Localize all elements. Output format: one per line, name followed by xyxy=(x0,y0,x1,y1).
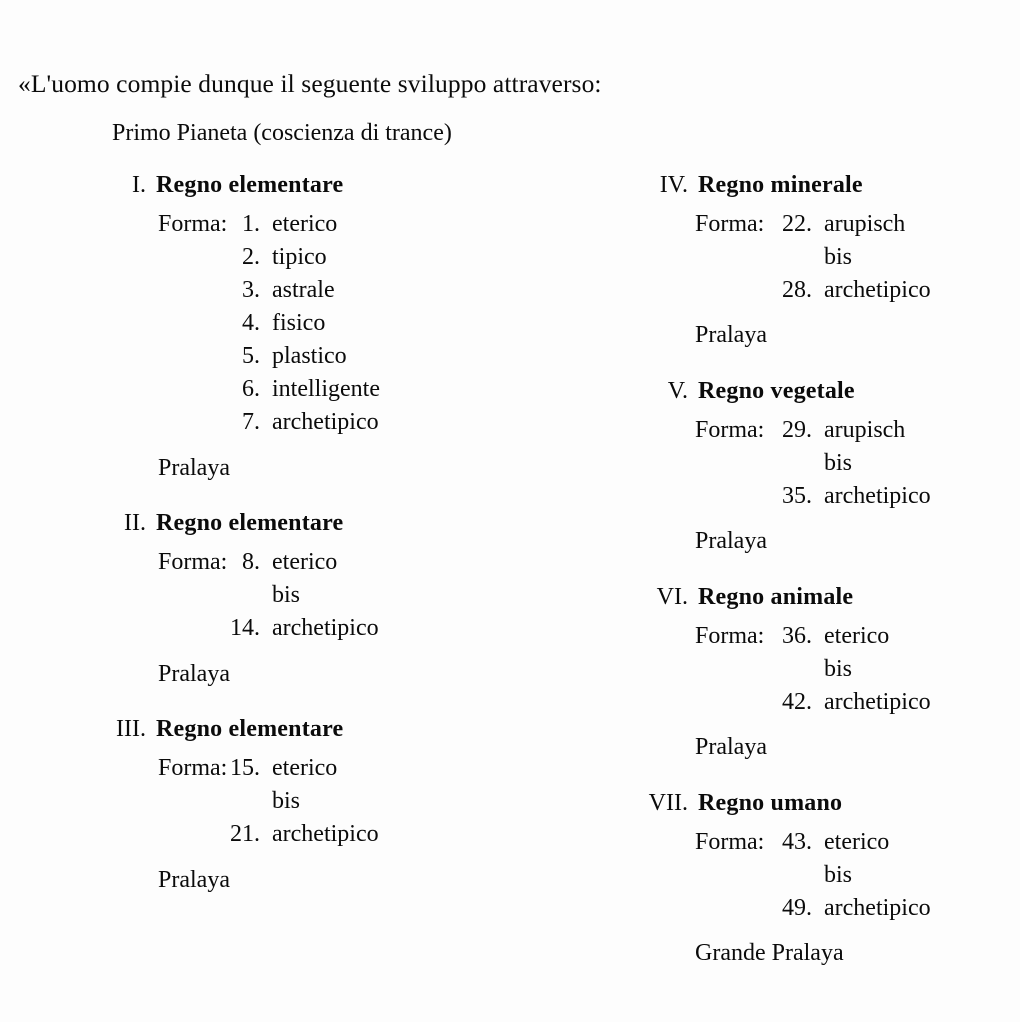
right-column xyxy=(620,172,1020,996)
forma-block xyxy=(620,208,1020,307)
pralaya-label: Pralaya xyxy=(695,528,767,555)
form-item-number: 22. xyxy=(782,210,812,237)
kingdom-title: Regno minerale xyxy=(698,172,863,198)
kingdom-title: Regno animale xyxy=(698,583,854,610)
forma-item-row xyxy=(620,208,1020,241)
forma-item-row xyxy=(100,752,520,785)
pralaya-label: Pralaya xyxy=(158,660,230,687)
form-item-label: archetipico xyxy=(824,277,931,304)
range-bis-label: bis xyxy=(272,582,301,609)
forma-block xyxy=(620,826,1020,925)
form-item-number: 4. xyxy=(242,310,260,337)
form-item-label: archetipico xyxy=(824,483,931,509)
form-item-label: intelligente xyxy=(272,376,380,403)
forma-item-row xyxy=(100,406,520,439)
forma-block xyxy=(620,620,1020,719)
kingdom-numeral: I. xyxy=(132,172,146,198)
intro-planet-line: Primo Pianeta (coscienza di trance) xyxy=(112,120,452,146)
range-bis-label: bis xyxy=(824,449,853,476)
left-column xyxy=(100,172,520,922)
pralaya-label: Grande Pralaya xyxy=(695,940,844,967)
forma-item-row xyxy=(620,892,1020,925)
pralaya-label: Pralaya xyxy=(158,866,230,893)
forma-bis-row xyxy=(620,653,1020,686)
kingdom-numeral: II. xyxy=(124,510,146,537)
forma-block xyxy=(100,752,520,851)
forma-item-row xyxy=(100,373,520,406)
forma-item-row xyxy=(100,340,520,373)
form-item-label: plastico xyxy=(272,343,347,370)
section-gap xyxy=(620,968,1020,988)
forma-item-row xyxy=(100,208,520,241)
form-item-label: archetipico xyxy=(824,688,931,715)
form-item-label: arupisch xyxy=(824,416,906,443)
range-bis-label: bis xyxy=(824,243,853,270)
pralaya-label: Pralaya xyxy=(158,454,230,481)
forma-bis-row xyxy=(620,859,1020,892)
forma-bis-row xyxy=(100,579,520,612)
kingdom-section xyxy=(100,172,520,502)
kingdom-section xyxy=(620,378,1020,576)
kingdom-numeral: III. xyxy=(116,716,146,743)
forma-item-row xyxy=(100,307,520,340)
form-item-number: 49. xyxy=(782,894,812,921)
pralaya-label: Pralaya xyxy=(695,734,767,761)
form-item-number: 2. xyxy=(242,243,260,270)
forma-label: Forma: xyxy=(158,210,228,237)
kingdom-heading xyxy=(100,510,520,538)
forma-label: Forma: xyxy=(695,210,765,237)
kingdom-section xyxy=(620,584,1020,782)
kingdom-numeral: IV. xyxy=(659,172,688,198)
kingdom-heading xyxy=(620,172,1020,200)
forma-item-row xyxy=(620,826,1020,859)
kingdom-numeral: V. xyxy=(667,377,688,404)
kingdom-title: Regno elementare xyxy=(156,510,344,537)
range-bis-label: bis xyxy=(272,788,301,815)
form-item-number: 8. xyxy=(242,549,260,576)
form-item-number: 36. xyxy=(782,622,812,649)
forma-item-row xyxy=(100,818,520,851)
form-item-number: 29. xyxy=(782,416,812,443)
section-gap xyxy=(100,894,520,914)
kingdom-numeral: VI. xyxy=(656,583,688,610)
forma-bis-row xyxy=(620,241,1020,274)
forma-item-row xyxy=(100,274,520,307)
forma-label: Forma: xyxy=(695,622,765,649)
forma-bis-row xyxy=(100,785,520,818)
forma-block xyxy=(100,208,520,440)
section-gap xyxy=(620,762,1020,782)
form-item-label: eterico xyxy=(272,755,338,782)
section-gap xyxy=(620,556,1020,576)
kingdom-heading xyxy=(100,172,520,200)
forma-block xyxy=(100,546,520,645)
intro-quote-line: «L'uomo compie dunque il seguente sviluppo attraverso: xyxy=(18,69,602,98)
kingdom-numeral: VII. xyxy=(648,789,688,816)
kingdom-heading xyxy=(100,716,520,744)
forma-item-row xyxy=(100,546,520,579)
section-gap xyxy=(620,350,1020,370)
form-item-label: eterico xyxy=(824,622,890,649)
section-gap xyxy=(100,688,520,708)
form-item-number: 1. xyxy=(242,210,260,237)
form-item-number: 42. xyxy=(782,688,812,715)
form-item-label: eterico xyxy=(824,828,890,855)
kingdom-heading xyxy=(620,584,1020,612)
pralaya-label: Pralaya xyxy=(695,322,767,349)
forma-item-row xyxy=(620,686,1020,719)
forma-item-row xyxy=(620,620,1020,653)
form-item-label: tipico xyxy=(272,243,327,270)
kingdom-heading xyxy=(620,790,1020,818)
form-item-number: 43. xyxy=(782,828,812,855)
forma-bis-row xyxy=(620,447,1020,480)
kingdom-section xyxy=(100,716,520,914)
form-item-label: archetipico xyxy=(824,894,931,921)
kingdom-section xyxy=(100,510,520,708)
forma-block xyxy=(620,414,1020,513)
form-item-number: 14. xyxy=(230,615,260,642)
forma-item-row xyxy=(100,612,520,645)
form-item-label: fisico xyxy=(272,310,326,337)
form-item-label: archetipico xyxy=(272,615,379,642)
form-item-number: 15. xyxy=(230,755,260,782)
form-item-label: eterico xyxy=(272,549,338,576)
kingdom-section xyxy=(620,790,1020,988)
forma-label: Forma: xyxy=(158,755,228,782)
kingdom-title: Regno umano xyxy=(698,789,843,816)
kingdom-title: Regno elementare xyxy=(156,716,344,743)
forma-label: Forma: xyxy=(695,416,765,443)
kingdom-title: Regno vegetale xyxy=(698,377,855,404)
form-item-number: 28. xyxy=(782,277,812,304)
forma-item-row xyxy=(620,414,1020,447)
kingdom-section xyxy=(620,172,1020,370)
forma-item-row xyxy=(620,274,1020,307)
kingdom-title: Regno elementare xyxy=(156,172,344,198)
form-item-number: 35. xyxy=(782,483,812,509)
form-item-label: archetipico xyxy=(272,409,379,436)
form-item-label: astrale xyxy=(272,277,335,304)
form-item-number: 7. xyxy=(242,409,260,436)
section-gap xyxy=(100,482,520,502)
form-item-label: archetipico xyxy=(272,821,379,848)
form-item-number: 3. xyxy=(242,277,260,304)
form-item-label: arupisch xyxy=(824,210,906,237)
forma-item-row xyxy=(100,241,520,274)
forma-label: Forma: xyxy=(695,828,765,855)
form-item-number: 5. xyxy=(242,343,260,370)
kingdom-heading xyxy=(620,378,1020,406)
range-bis-label: bis xyxy=(824,861,853,888)
forma-item-row xyxy=(620,480,1020,513)
form-item-label: eterico xyxy=(272,210,338,237)
form-item-number: 6. xyxy=(242,376,260,403)
range-bis-label: bis xyxy=(824,655,853,682)
forma-label: Forma: xyxy=(158,549,228,576)
form-item-number: 21. xyxy=(230,821,260,848)
